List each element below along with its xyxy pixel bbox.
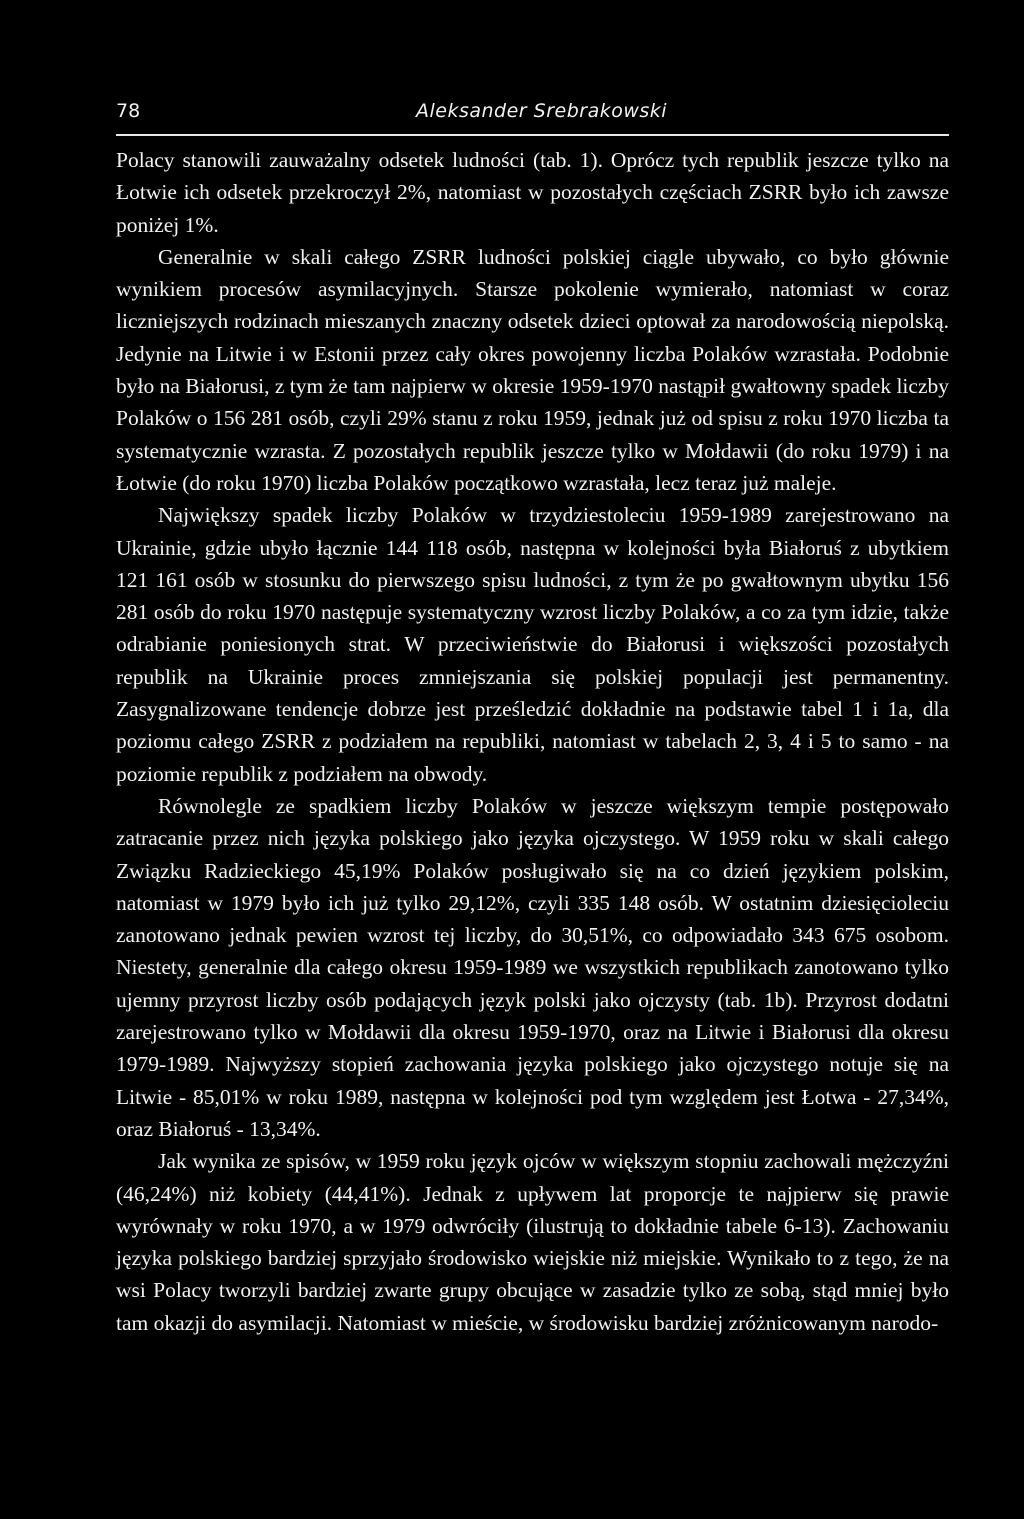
body-text bbox=[116, 144, 949, 1339]
paragraph: Polacy stanowili zauważalny odsetek ludności (tab. 1). Oprócz tych republik jeszcze tylko na Łotwie ich odsetek przekroczył 2%, natomiast w pozostałych częściach ZSRR było ich zawsze poniżej 1%. bbox=[116, 148, 949, 237]
page-number: 78 bbox=[116, 100, 141, 122]
paragraph: Równolegle ze spadkiem liczby Polaków w jeszcze większym tempie postępowało zatracanie przez nich języka polskiego jako języka ojczystego. W 1959 roku w skali całego Związku Radzieckiego 45,19% Polaków posługiwało się na co dzień językiem polskim, natomiast w 1979 było ich już tylko 29,12%, czyli 335 148 osób. W ostatnim dziesięcioleciu zanotowano jednak pewien wzrost tej liczby, do 30,51%, co odpowiadało 343 675 osobom. Niestety, generalnie dla całego okresu 1959-1989 we wszystkich republikach zanotowano tylko ujemny przyrost liczby osób podających język polski jako ojczysty (tab. 1b). Przyrost dodatni zarejestrowano tylko w Mołdawii dla okresu 1959-1970, oraz na Litwie i Białorusi dla okresu 1979-1989. Najwyższy stopień zachowania języka polskiego jako ojczystego notuje się na Litwie - 85,01% w roku 1989, następna w kolejności pod tym względem jest Łotwa - 27,34%, oraz Białoruś - 13,34%. bbox=[116, 793, 949, 1141]
page-header bbox=[116, 100, 949, 130]
header-divider bbox=[116, 134, 949, 136]
paragraph: Największy spadek liczby Polaków w trzydziestoleciu 1959-1989 zarejestrowano na Ukrainie, gdzie ubyło łącznie 144 118 osób, następna w kolejności była Białoruś z ubytkiem 121 161 osób w stosunku do pierwszego spisu ludności, z tym że po gwałtownym ubytku 156 281 osób do roku 1970 następuje systematyczny wzrost liczby Polaków, a co za tym idzie, także odrabianie poniesionych strat. W przeciwieństwie do Białorusi i większości pozostałych republik na Ukrainie proces zmniejszania się polskiej populacji jest permanentny. Zasygnalizowane tendencje dobrze jest prześledzić dokładnie na podstawie tabel 1 i 1a, dla poziomu całego ZSRR z podziałem na republiki, natomiast w tabelach 2, 3, 4 i 5 to samo - na poziomie republik z podziałem na obwody. bbox=[116, 503, 949, 786]
paragraph: Jak wynika ze spisów, w 1959 roku język ojców w większym stopniu zachowali mężczyźni (46,24%) niż kobiety (44,41%). Jednak z upływem lat proporcje te najpierw się prawie wyrównały w roku 1970, a w 1979 odwróciły (ilustrują to dokładnie tabele 6-13). Zachowaniu języka polskiego bardziej sprzyjało środowisko wiejskie niż miejskie. Wynikało to z tego, że na wsi Polacy tworzyli bardziej zwarte grupy obcujące w zasadzie tylko ze sobą, stąd mniej było tam okazji do asymilacji. Natomiast w mieście, w środowisku bardziej zróżnicowanym narodo- bbox=[116, 1149, 949, 1335]
running-head-author: Aleksander Srebrakowski bbox=[416, 100, 668, 122]
paragraph: Generalnie w skali całego ZSRR ludności polskiej ciągle ubywało, co było głównie wynikiem procesów asymilacyjnych. Starsze pokolenie wymierało, natomiast w coraz liczniejszych rodzinach mieszanych znaczny odsetek dzieci optował za narodowością niepolską. Jedynie na Litwie i w Estonii przez cały okres powojenny liczba Polaków wzrastała. Podobnie było na Białorusi, z tym że tam najpierw w okresie 1959-1970 nastąpił gwałtowny spadek liczby Polaków o 156 281 osób, czyli 29% stanu z roku 1959, jednak już od spisu z roku 1970 liczba ta systematycznie wzrasta. Z pozostałych republik jeszcze tylko w Mołdawii (do roku 1979) i na Łotwie (do roku 1970) liczba Polaków początkowo wzrastała, lecz teraz już maleje. bbox=[116, 244, 949, 495]
